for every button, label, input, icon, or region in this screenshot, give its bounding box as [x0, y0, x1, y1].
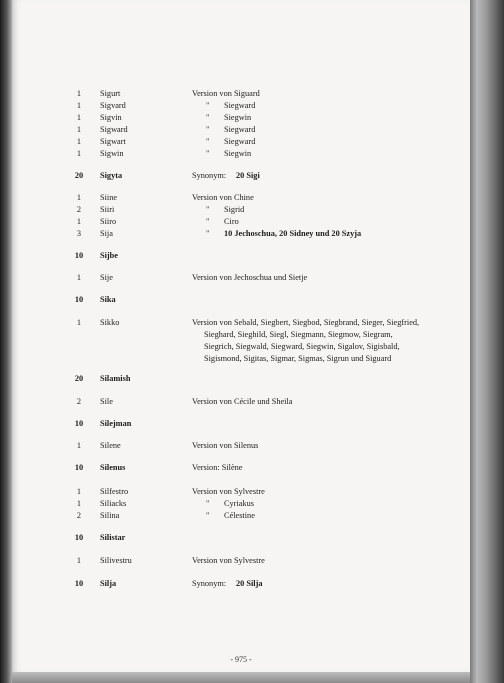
entry-count: 1	[76, 137, 82, 146]
entry-name: Sika	[100, 295, 116, 304]
ditto-mark: "	[206, 113, 210, 122]
entry-count: 1	[76, 318, 82, 327]
entry-name: Siliacks	[100, 499, 127, 508]
entry-count: 1	[76, 101, 82, 110]
entry-count: 20	[74, 171, 84, 180]
entry-row	[12, 486, 470, 498]
entry-row	[12, 498, 470, 510]
entry-row	[12, 112, 470, 124]
entry-count: 1	[76, 441, 82, 450]
description-line: Sigismond, Sigitas, Sigmar, Sigmas, Sigrun und Siguard	[204, 354, 392, 363]
description-line: Sieghard, Sieghild, Siegl, Siegmann, Siegmow, Siegram,	[204, 330, 393, 339]
ditto-mark: "	[206, 149, 210, 158]
ditto-mark: "	[206, 229, 210, 238]
entry-count: 10	[74, 251, 84, 260]
entry-count: 20	[74, 374, 84, 383]
entry-row	[12, 192, 470, 204]
entry-name: Sigvin	[100, 113, 122, 122]
entry-count: 10	[74, 295, 84, 304]
entry-name: Siiri	[100, 205, 115, 214]
book-page-stack-bottom	[12, 672, 470, 683]
entry-row	[12, 294, 470, 306]
entry-count: 10	[74, 463, 84, 472]
entry-name: Sija	[100, 229, 113, 238]
entry-count: 10	[74, 419, 84, 428]
entry-row	[12, 204, 470, 216]
entry-count: 1	[76, 556, 82, 565]
entry-count: 1	[76, 89, 82, 98]
entry-row	[12, 418, 470, 430]
entry-row	[12, 373, 470, 385]
entry-row	[12, 510, 470, 522]
entry-description: Version von Sylvestre	[192, 487, 265, 496]
entry-row	[12, 250, 470, 262]
entry-count: 1	[76, 273, 82, 282]
ditto-mark: "	[206, 101, 210, 110]
entry-description: Version von Cécile und Sheila	[192, 397, 293, 406]
entry-variant-name: 10 Jechoschua, 20 Sidney und 20 Szyja	[224, 229, 362, 238]
entry-row	[12, 440, 470, 452]
description-line: Version von Sebald, Siegbert, Siegbod, Siegbrand, Sieger, Siegfried,	[192, 318, 420, 327]
entry-count: 2	[76, 511, 82, 520]
entry-description: Version von Chine	[192, 193, 254, 202]
entry-name: Siine	[100, 193, 118, 202]
description-line: Siegrich, Siegwald, Siegward, Siegwin, Sigalov, Sigisbald,	[204, 342, 400, 351]
entry-name: Siiro	[100, 217, 117, 226]
entry-row	[12, 396, 470, 408]
entry-name: Silja	[100, 579, 117, 588]
entry-variant-name: Ciro	[224, 217, 239, 226]
entry-name: Sigvard	[100, 101, 126, 110]
entry-count: 2	[76, 205, 82, 214]
entry-count: 1	[76, 149, 82, 158]
ditto-mark: "	[206, 125, 210, 134]
entry-name: Silistar	[100, 533, 126, 542]
entry-name: Silivestru	[100, 556, 132, 565]
entry-name: Sigward	[100, 125, 128, 134]
ditto-mark: "	[206, 511, 210, 520]
entry-variant-name: Célestine	[224, 511, 255, 520]
entry-count: 1	[76, 487, 82, 496]
ditto-mark: "	[206, 217, 210, 226]
entry-description: Version: Silène	[192, 463, 243, 472]
entry-variant-name: Siegwin	[224, 149, 252, 158]
entry-row	[12, 228, 470, 240]
entry-name: Sile	[100, 397, 113, 406]
entry-variant-name: Siegwin	[224, 113, 252, 122]
entry-name: Silene	[100, 441, 121, 450]
entry-row	[12, 216, 470, 228]
entry-name: Silejman	[100, 419, 132, 428]
book-page	[12, 0, 470, 672]
entry-variant-name: Sigrid	[224, 205, 245, 214]
entry-count: 1	[76, 193, 82, 202]
ditto-mark: "	[206, 137, 210, 146]
entry-name: Sigurt	[100, 89, 121, 98]
entry-count: 2	[76, 397, 82, 406]
synonym-value: 20 Silja	[236, 579, 263, 588]
ditto-mark: "	[206, 205, 210, 214]
entry-name: Silina	[100, 511, 120, 520]
page-number: - 975 -	[230, 655, 252, 664]
entry-variant-name: Siegward	[224, 101, 256, 110]
entry-row	[12, 170, 470, 182]
entry-name: Sijbe	[100, 251, 118, 260]
entry-description: Version von Jechoschua und Sietje	[192, 273, 308, 282]
entry-count: 1	[76, 499, 82, 508]
entry-description: Version von Siguard	[192, 89, 260, 98]
entry-description: Version von Silenus	[192, 441, 259, 450]
book-page-stack-right	[470, 0, 504, 683]
sikko-description	[192, 317, 462, 365]
entry-description: Synonym:	[192, 579, 227, 588]
entry-variant-name: Cyriakus	[224, 499, 254, 508]
entry-name: Silamish	[100, 374, 131, 383]
entry-count: 10	[74, 579, 84, 588]
entry-row	[12, 462, 470, 474]
entry-description: Synonym:	[192, 171, 227, 180]
entry-variant-name: Siegward	[224, 125, 256, 134]
entry-row	[12, 272, 470, 284]
entry-row	[12, 148, 470, 160]
synonym-value: 20 Sigi	[236, 171, 260, 180]
entry-name: Sigwart	[100, 137, 126, 146]
entry-name: Sigyta	[100, 171, 123, 180]
entry-name: Sigwin	[100, 149, 124, 158]
entry-name: Silfestro	[100, 487, 129, 496]
entry-count: 1	[76, 125, 82, 134]
entry-row	[12, 88, 470, 100]
entry-variant-name: Siegward	[224, 137, 256, 146]
entry-row	[12, 555, 470, 567]
entry-count: 10	[74, 533, 84, 542]
entry-row	[12, 532, 470, 544]
entry-row	[12, 124, 470, 136]
entry-name: Sikko	[100, 318, 120, 327]
entry-count: 1	[76, 113, 82, 122]
ditto-mark: "	[206, 499, 210, 508]
entry-row	[12, 578, 470, 590]
entry-count: 3	[76, 229, 82, 238]
entry-name: Silenus	[100, 463, 126, 472]
entry-count: 1	[76, 217, 82, 226]
entry-description: Version von Sylvestre	[192, 556, 265, 565]
entry-row	[12, 136, 470, 148]
entry-name: Sije	[100, 273, 113, 282]
entry-row	[12, 100, 470, 112]
